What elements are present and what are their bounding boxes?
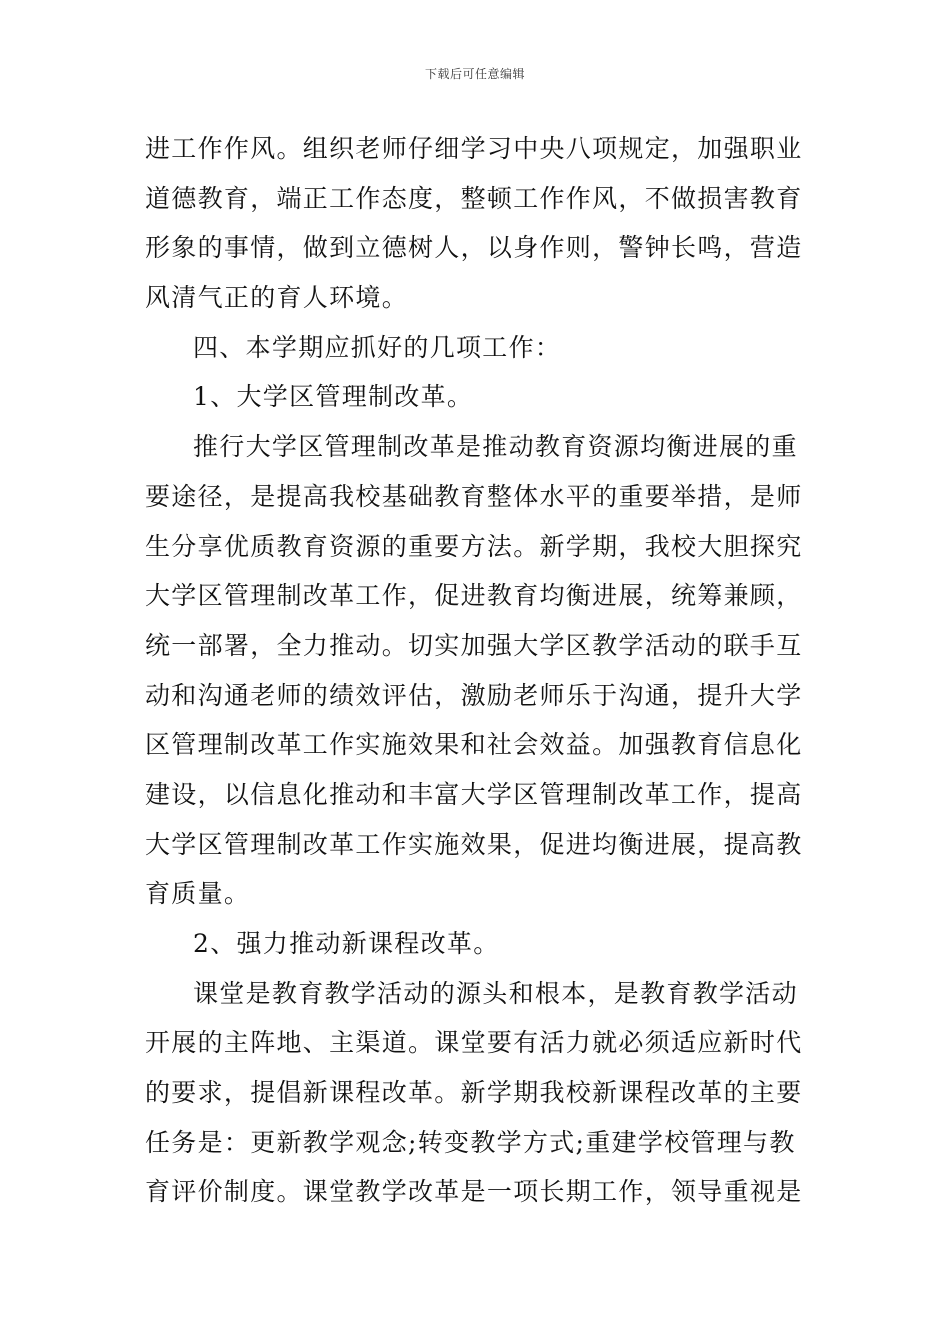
subsection-heading: 2、强力推动新课程改革。	[193, 929, 500, 958]
text-line: 动和沟通老师的绩效评估，激励老师乐于沟通，提升大学	[145, 680, 803, 710]
text-line: 任务是：更新教学观念;转变教学方式;重建学校管理与教	[145, 1127, 796, 1157]
section-heading: 四、本学期应抓好的几项工作：	[193, 332, 562, 362]
text-line: 形象的事情，做到立德树人，以身作则，警钟长鸣，营造	[145, 233, 803, 263]
text-line: 课堂是教育教学活动的源头和根本，是教育教学活动	[193, 978, 798, 1008]
text-line: 推行大学区管理制改革是推动教育资源均衡进展的重	[193, 432, 798, 462]
text-line: 大学区管理制改革工作实施效果，促进均衡进展，提高教	[145, 829, 803, 859]
text-line: 道德教育，端正工作态度，整顿工作作风，不做损害教育	[145, 183, 803, 213]
text-line: 风清气正的育人环境。	[145, 283, 409, 313]
text-line: 生分享优质教育资源的重要方法。新学期，我校大胆探究	[145, 531, 803, 561]
document-body	[145, 124, 815, 1217]
text-line: 的要求，提倡新课程改革。新学期我校新课程改革的主要	[145, 1078, 803, 1108]
text-line: 大学区管理制改革工作，促进教育均衡进展，统筹兼顾，	[145, 581, 803, 611]
subsection-heading: 1、大学区管理制改革。	[193, 382, 474, 412]
text-line: 进工作作风。组织老师仔细学习中央八项规定，加强职业	[145, 134, 803, 163]
text-line: 建设，以信息化推动和丰富大学区管理制改革工作，提高	[145, 779, 803, 809]
text-line: 开展的主阵地、主渠道。课堂要有活力就必须适应新时代	[145, 1028, 803, 1058]
text-line: 统一部署，全力推动。切实加强大学区教学活动的联手互	[145, 630, 803, 660]
page-header: 下载后可任意编辑	[424, 67, 525, 81]
text-line: 要途径，是提高我校基础教育整体水平的重要举措，是师	[145, 481, 803, 511]
text-line: 育评价制度。课堂教学改革是一项长期工作，领导重视是	[145, 1177, 803, 1207]
text-line: 育质量。	[145, 879, 251, 909]
text-line: 区管理制改革工作实施效果和社会效益。加强教育信息化	[145, 730, 803, 760]
